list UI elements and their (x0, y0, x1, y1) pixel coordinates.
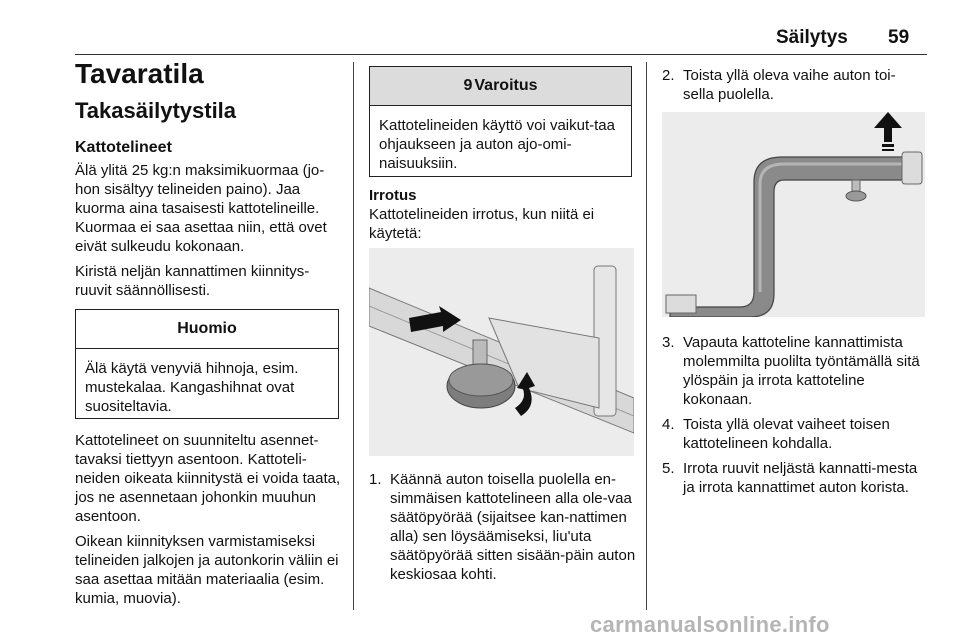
step-text: Vapauta kattoteline kannattimista molemmilta puolilta työntämällä sitä ylöspäin ja irrota kattoteline kokonaan. (683, 334, 920, 408)
header-rule (75, 54, 927, 55)
chapter-heading: Tavaratila (75, 58, 204, 89)
page-number: 59 (888, 27, 910, 48)
paragraph-position: Kattotelineet on suunniteltu asennet-tavaksi tiettyyn asentoon. Kattoteli-neiden oikeata kiinnitystä ei voida taata, jos ne asennetaan johonkin muuhun asentoon. (75, 432, 341, 525)
section-heading: Takasäilytystila (75, 98, 237, 123)
step-number: 5. (662, 460, 675, 477)
warning-title: Varoitus (474, 77, 538, 94)
removal-intro: Kattotelineiden irrotus, kun niitä ei käytetä: (369, 206, 595, 242)
adjust-wheel-illustration (369, 248, 634, 456)
note-box (75, 309, 339, 419)
paragraph-tighten-screws: Kiristä neljän kannattimen kiinnitys-ruuvit säännöllisesti. (75, 263, 310, 299)
step-number: 4. (662, 416, 675, 433)
step-number: 1. (369, 471, 382, 488)
step-2 (662, 66, 924, 104)
step-text: Käännä auton toisella puolella en-simmäisen kattotelineen alla ole-vaa säätöpyörää (sijaitsee kan-nattimen alla) sen löysäämiseksi, liu'uta säätöpyörää sitten sisään-päin auton keskiosaa kohti. (390, 471, 636, 583)
step-text: Irrota ruuvit neljästä kannatti-mesta ja irrota kannattimet auton korista. (683, 460, 918, 496)
column-divider-left (353, 62, 354, 610)
note-text: Älä käytä venyviä hihnoja, esim. mustekalaa. Kangashihnat ovat suositeltavia. (85, 360, 299, 415)
column-3-top (662, 66, 924, 110)
step-3 (662, 333, 927, 409)
warning-text: Kattotelineiden käyttö voi vaikut-taa ohjaukseen ja auton ajo-omi-naisuuksiin. (379, 117, 615, 172)
step-1 (369, 470, 637, 584)
column-divider-right (646, 62, 647, 610)
note-title: Huomio (76, 310, 338, 349)
paragraph-load-limit: Älä ylitä 25 kg:n maksimikuormaa (jo-hon sisältyy telineiden paino). Jaa kuorma aina tasaisesti kattotelineille. Kuormaa ei saa asettaa niin, että ovet eivät sulkeudu kokonaan. (75, 162, 327, 255)
watermark: carmanualsonline.info (590, 612, 830, 637)
column-1-lower (75, 431, 343, 614)
step-number: 2. (662, 67, 675, 84)
step-number: 3. (662, 334, 675, 351)
paragraph-no-material: Oikean kiinnityksen varmistamiseksi telineiden jalkojen ja autonkorin väliin ei saa asettaa mitään materiaalia (esim. kumia, muovia). (75, 533, 339, 607)
step-4 (662, 415, 927, 453)
lift-rack-illustration (662, 112, 925, 317)
section-title: Säilytys (776, 27, 848, 48)
removal-heading: Irrotus (369, 187, 417, 204)
step-5 (662, 459, 927, 497)
step-text: Toista yllä olevat vaiheet toisen kattotelineen kohdalla. (683, 416, 890, 452)
warning-icon: 9 (463, 77, 473, 94)
column-1 (75, 58, 343, 306)
warning-box (369, 66, 632, 177)
figure-lift-rack (662, 112, 925, 317)
column-2-text (369, 186, 634, 249)
column-2-steps (369, 470, 637, 590)
step-text: Toista yllä oleva vaihe auton toi-sella puolella. (683, 67, 896, 103)
figure-adjust-wheel (369, 248, 634, 456)
column-3-steps (662, 333, 927, 503)
warning-header (370, 67, 631, 106)
subsection-heading: Kattotelineet (75, 139, 172, 156)
